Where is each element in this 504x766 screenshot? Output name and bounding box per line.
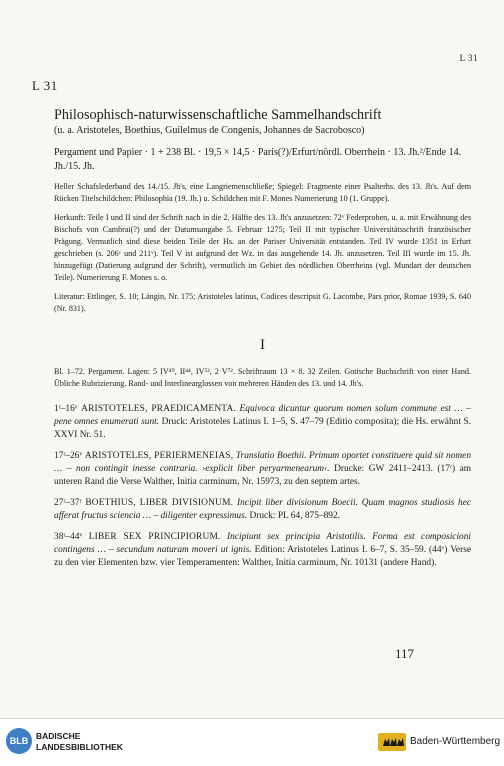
entry-rest: Drucke: GW 2411–2413. (17ʳ) am unteren Rand die Verse Walther, Initia carminum, Nr. 15973, zu den septem artes.: [54, 464, 472, 487]
entry-rest: Druck: Aristoteles Latinus I. 1–5, S. 47–79 (Editio composita); die Hs. erwähnt S. XXVI Nr. 51.: [54, 417, 472, 440]
signature: L 31: [32, 78, 58, 93]
entry-heading: ARISTOTELES, PRAEDICAMENTA.: [81, 404, 236, 414]
page-number: 117: [394, 646, 414, 661]
entry-incipit: Incipiunt sex principia Aristotilis. Forma est composicioni contingens … – secundum naturam moveri ut ignis.: [54, 532, 472, 555]
library-name[interactable]: [36, 731, 123, 753]
entry-folio: 17ʳ–26ᵛ: [54, 451, 83, 461]
entry-incipit: Incipit liber divisionum Boecii. Quam magnos studiosis hec afferat fructus sciencia … – diligenter expressimus.: [54, 498, 472, 521]
entry-rest: Edition: Aristoteles Latinus I. 6–7, S. 35–59. (44ᵛ) Verse zu den vier Elementen bzw. vier Temperamenten: Walther, Initia carminum, Nr. 10131 (andere Hand).: [54, 545, 472, 568]
page-content: [54, 106, 471, 578]
entry-heading: LIBER SEX PRINCIPIORUM.: [88, 532, 221, 542]
blb-logo-icon[interactable]: BLB: [6, 728, 32, 754]
physical-description: Pergament und Papier · 1 + 238 Bl. · 19,5 × 14,5 · Paris(?)/Erfurt/nördl. Oberrhein · 13. Jh.²/Ende 14. Jh./15. Jh.: [54, 147, 462, 172]
running-head: L 31: [459, 53, 478, 63]
entry-folio: 27ʳ–37ʳ: [54, 498, 82, 508]
entry-heading: BOETHIUS, LIBER DIVISIONUM.: [85, 498, 234, 508]
part-description: Bl. 1–72. Pergament. Lagen: 5 IV⁴⁰, II⁴⁴, IV⁵², 2 V⁷². Schriftraum 13 × 8. 32 Zeilen. Gotische Buchschrift von einer Hand. Übliche Rubrizierung. Rand- und Interlinearglossen von mehreren Händen des 13. und 14. Jh's.: [54, 367, 471, 388]
literature: Literatur: Ettlinger, S. 10; Längin, Nr. 175; Aristoteles latinus, Codices descripsit G. Lacombe, Pars prior, Romae 1939, S. 640 (Nr. 831).: [54, 292, 471, 313]
entry-folio: 38ʳ–44ᵛ: [54, 532, 83, 542]
binding-description: Heller Schafslederband des 14./15. Jh's, eine Langriemenschließe; Spiegel: Fragmente einer Psalterhs. des 13. Jh's. Auf dem Rücken Titelschildchen: Philosophia (19. Jh.) u. Schildchen mit F. Mones Numerierung 10 (1. Gruppe).: [54, 182, 471, 203]
state-name[interactable]: Baden-Württemberg: [410, 736, 501, 747]
bw-lions-icon: [378, 733, 406, 751]
entry: [54, 450, 471, 489]
entry-incipit: Equivoca dicuntur quorum nomen solum commune est … – pene omnes enumerati sunt.: [54, 404, 471, 427]
library-name-line2: LANDESBIBLIOTHEK: [36, 742, 123, 752]
page-title: Philosophisch-naturwissenschaftliche Sammelhandschrift: [54, 107, 382, 123]
entry: [54, 403, 471, 442]
entry: [54, 531, 471, 570]
footer-bar: [0, 718, 504, 766]
entry-incipit: Translatio Boethii. Primum oportet constituere quid sit nomen … – non contingit inesse contraria. ›explicit liber peryarmenearum‹.: [54, 451, 472, 474]
entry-rest: Druck: PL 64, 875–892.: [249, 511, 341, 521]
origin-description: Herkunft: Teile I und II sind der Schrift nach in die 2. Hälfte des 13. Jh's anzusetzen: 72ᵛ Federproben, u. a. mit Erwähnung des Bischofs von Cambrai(?) und der Datumsangabe 5. Februar 1275; Teil II mit typischer Universitätsschrift französischer Prägung. Vermutlich sind diese beiden Teile der Hs. an der Pariser Universität entstanden. Teil IV wurde 1351 in Erfurt geschrieben (s. 206ᵛ und 211ᵛ). Teil V ist aufgrund der Wz. in das ausgehende 14. Jh. anzusetzen. Teil III wurde im 15. Jh. hinzugefügt (Datierung aufgrund der Schrift), vermutlich im Gebiet des nördlichen Oberrheins (vgl. Mundart der deutschen Teile). Numerierung F. Mones s. o.: [54, 213, 471, 282]
library-name-line1: BADISCHE: [36, 731, 81, 741]
entry-folio: 1ʳ–16ᵛ: [54, 404, 78, 414]
entry-heading: ARISTOTELES, PERIERMENEIAS,: [84, 451, 234, 461]
part-numeral: I: [260, 337, 265, 353]
subtitle: (u. a. Aristoteles, Boethius, Guilelmus de Congenis, Johannes de Sacrobosco): [54, 125, 365, 136]
entry: [54, 497, 471, 523]
